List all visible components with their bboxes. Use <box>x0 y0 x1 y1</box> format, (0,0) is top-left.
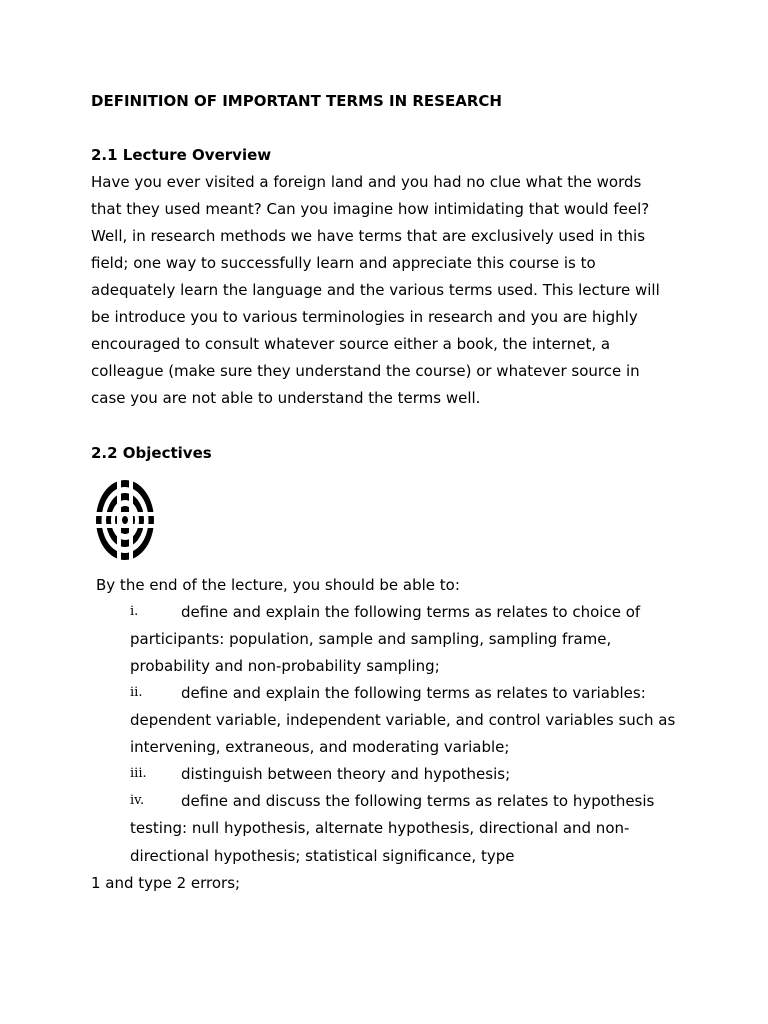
list-item-line: directional hypothesis; statistical significance, type <box>130 847 515 865</box>
list-item-line: define and explain the following terms as relates to choice of <box>181 603 641 621</box>
list-item-line: intervening, extraneous, and moderating variable; <box>130 738 510 756</box>
paragraph-line: field; one way to successfully learn and appreciate this course is to <box>91 254 596 272</box>
list-item-line: define and explain the following terms as relates to variables: <box>181 684 646 702</box>
paragraph-line: encouraged to consult whatever source either a book, the internet, a <box>91 335 611 353</box>
list-item-line: participants: population, sample and sampling, sampling frame, <box>130 630 612 648</box>
list-marker: iv. <box>130 793 145 808</box>
list-item-line: probability and non-probability sampling; <box>130 657 440 675</box>
list-marker: iii. <box>130 766 147 781</box>
document-title: DEFINITION OF IMPORTANT TERMS IN RESEARCH <box>91 92 502 110</box>
paragraph-line: case you are not able to understand the terms well. <box>91 389 481 407</box>
list-trailing-line: 1 and type 2 errors; <box>91 874 241 892</box>
list-item-line: distinguish between theory and hypothesis; <box>181 765 511 783</box>
section-heading-objectives: 2.2 Objectives <box>91 444 212 462</box>
list-marker: i. <box>130 604 139 619</box>
list-item-line: testing: null hypothesis, alternate hypothesis, directional and non- <box>130 819 630 837</box>
section-heading-overview: 2.1 Lecture Overview <box>91 146 272 164</box>
paragraph-line: colleague (make sure they understand the course) or whatever source in <box>91 362 640 380</box>
target-icon <box>94 478 156 562</box>
paragraph-line: Have you ever visited a foreign land and you had no clue what the words <box>91 173 642 191</box>
list-item-line: define and discuss the following terms as relates to hypothesis <box>181 792 655 810</box>
paragraph-line: adequately learn the language and the various terms used. This lecture will <box>91 281 660 299</box>
paragraph-line: be introduce you to various terminologies in research and you are highly <box>91 308 638 326</box>
paragraph-line: Well, in research methods we have terms that are exclusively used in this <box>91 227 646 245</box>
paragraph-line: that they used meant? Can you imagine how intimidating that would feel? <box>91 200 650 218</box>
objectives-intro: By the end of the lecture, you should be able to: <box>96 576 460 594</box>
list-marker: ii. <box>130 685 143 700</box>
list-item-line: dependent variable, independent variable, and control variables such as <box>130 711 676 729</box>
